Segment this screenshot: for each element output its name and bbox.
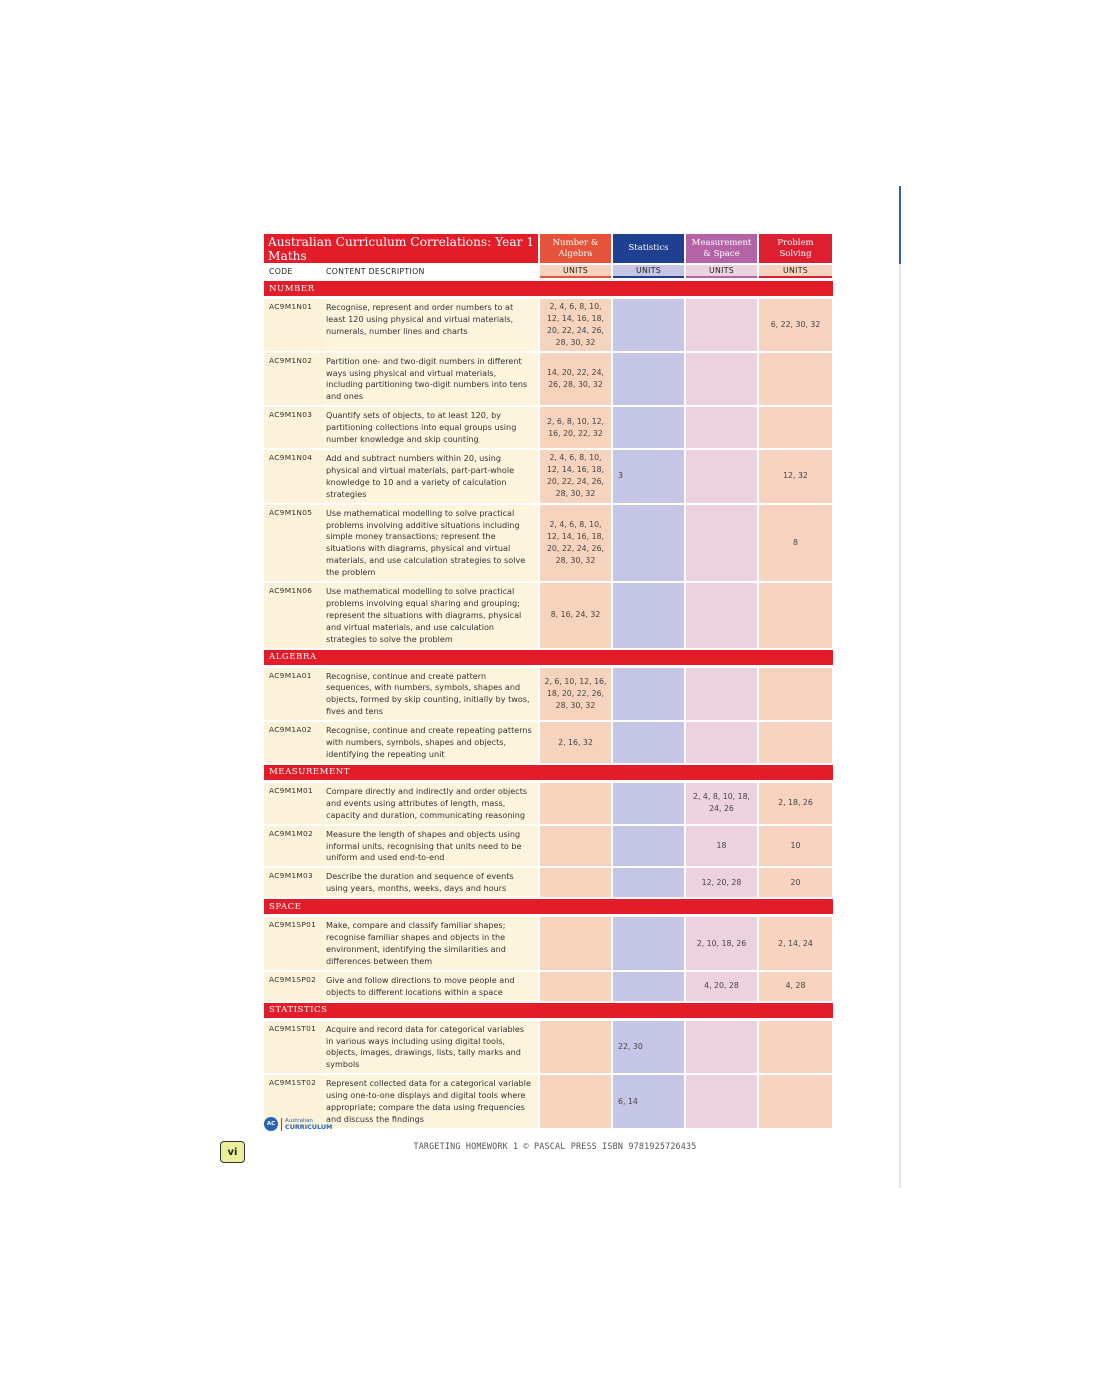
units-problem-solving: 6, 22, 30, 32 <box>759 299 832 351</box>
content-description: Describe the duration and sequence of events using years, months, weeks, days and hours <box>323 868 538 897</box>
content-code: AC9M1M03 <box>264 868 323 897</box>
table-row <box>264 868 833 897</box>
logo-line-2: CURRICULUM <box>285 1123 333 1131</box>
units-number-algebra: 8, 16, 24, 32 <box>540 583 611 648</box>
footer-text: TARGETING HOMEWORK 1 © PASCAL PRESS ISBN 9781925726435 <box>413 1141 697 1151</box>
units-problem-solving <box>759 668 832 721</box>
content-code: AC9M1SP02 <box>264 972 323 1001</box>
units-statistics <box>613 868 684 897</box>
units-number-algebra <box>540 868 611 897</box>
table-row <box>264 917 833 970</box>
units-number-algebra <box>540 783 611 824</box>
units-number-algebra: 2, 4, 6, 8, 10, 12, 14, 16, 18, 20, 22, 24, 26, 28, 30, 32 <box>540 505 611 581</box>
content-code: AC9M1M01 <box>264 783 323 824</box>
table-title-row <box>264 234 833 263</box>
content-code: AC9M1N02 <box>264 353 323 406</box>
units-statistics <box>613 505 684 581</box>
logo-text <box>285 1118 332 1130</box>
units-problem-solving: 2, 18, 26 <box>759 783 832 824</box>
units-measurement-space: 4, 20, 28 <box>686 972 757 1001</box>
units-number-algebra <box>540 826 611 867</box>
units-number-algebra <box>540 917 611 970</box>
units-statistics <box>613 353 684 406</box>
units-measurement-space: 12, 20, 28 <box>686 868 757 897</box>
units-statistics: 3 <box>613 450 684 503</box>
content-code: AC9M1N06 <box>264 583 323 648</box>
content-description: Recognise, continue and create repeating patterns with numbers, symbols, shapes and objects, identifying the repeating unit <box>323 722 538 763</box>
correlations-table <box>264 234 833 1131</box>
content-description: Make, compare and classify familiar shapes; recognise familiar shapes and objects in the environment, identifying the similarities and differences between them <box>323 917 538 970</box>
units-problem-solving: 2, 14, 24 <box>759 917 832 970</box>
units-number-algebra: 2, 6, 10, 12, 16, 18, 20, 22, 26, 28, 30, 32 <box>540 668 611 721</box>
content-code: AC9M1ST01 <box>264 1021 323 1074</box>
strand-header-measurement-space: Measurement & Space <box>686 234 757 263</box>
units-statistics <box>613 722 684 763</box>
units-number-algebra: 2, 4, 6, 8, 10, 12, 14, 16, 18, 20, 22, 24, 26, 28, 30, 32 <box>540 450 611 503</box>
section-header-measurement: MEASUREMENT <box>264 765 833 780</box>
content-code: AC9M1M02 <box>264 826 323 867</box>
units-problem-solving <box>759 353 832 406</box>
units-problem-solving: 12, 32 <box>759 450 832 503</box>
content-description: Recognise, represent and order numbers to at least 120 using physical and virtual materials, numerals, number lines and charts <box>323 299 538 351</box>
content-description: Represent collected data for a categorical variable using one-to-one displays and digital tools where appropriate; compare the data using frequencies and discuss the findings <box>323 1075 538 1128</box>
table-row <box>264 1075 833 1131</box>
units-measurement-space: 18 <box>686 826 757 867</box>
table-title: Australian Curriculum Correlations: Year 1 Maths <box>264 234 538 263</box>
table-row <box>264 505 833 581</box>
table-row <box>264 299 833 351</box>
units-problem-solving: 20 <box>759 868 832 897</box>
units-statistics <box>613 407 684 448</box>
page-number: vi <box>220 1141 245 1163</box>
units-header-number-algebra: UNITS <box>540 265 611 278</box>
units-statistics <box>613 668 684 721</box>
units-measurement-space <box>686 1021 757 1074</box>
content-column-header: CONTENT DESCRIPTION <box>326 267 425 276</box>
column-header-row <box>264 265 833 278</box>
section-header-space: SPACE <box>264 899 833 914</box>
units-measurement-space <box>686 583 757 648</box>
units-statistics <box>613 783 684 824</box>
content-description: Acquire and record data for categorical variables in various ways including using digital tools, objects, images, drawings, lists, tally marks and symbols <box>323 1021 538 1074</box>
units-problem-solving: 8 <box>759 505 832 581</box>
table-row <box>264 407 833 448</box>
logo-line-1: Australian <box>285 1118 313 1124</box>
content-code: AC9M1A02 <box>264 722 323 763</box>
units-number-algebra: 2, 4, 6, 8, 10, 12, 14, 16, 18, 20, 22, 24, 26, 28, 30, 32 <box>540 299 611 351</box>
table-body <box>264 281 833 1131</box>
units-problem-solving <box>759 583 832 648</box>
units-problem-solving: 10 <box>759 826 832 867</box>
content-description: Partition one- and two-digit numbers in different ways using physical and virtual materials, including partitioning two-digit numbers into tens and ones <box>323 353 538 406</box>
content-description: Quantify sets of objects, to at least 120, by partitioning collections into equal groups using number knowledge and skip counting <box>323 407 538 448</box>
units-statistics <box>613 972 684 1001</box>
units-problem-solving <box>759 1075 832 1128</box>
content-description: Use mathematical modelling to solve practical problems involving additive situations including simple money transactions; represent the situations with diagrams, physical and virtual materials, and use calculation strategies to solve the problem <box>323 505 538 581</box>
units-problem-solving <box>759 1021 832 1074</box>
content-code: AC9M1N05 <box>264 505 323 581</box>
strand-header-statistics: Statistics <box>613 234 684 263</box>
content-description: Measure the length of shapes and objects using informal units, recognising that units need to be uniform and used end-to-end <box>323 826 538 867</box>
units-measurement-space <box>686 668 757 721</box>
units-statistics <box>613 583 684 648</box>
table-row <box>264 722 833 763</box>
units-number-algebra <box>540 1075 611 1128</box>
content-code: AC9M1N04 <box>264 450 323 503</box>
units-problem-solving <box>759 722 832 763</box>
units-header-statistics: UNITS <box>613 265 684 278</box>
units-number-algebra <box>540 1021 611 1074</box>
content-code: AC9M1A01 <box>264 668 323 721</box>
logo-divider <box>281 1118 282 1131</box>
content-description: Use mathematical modelling to solve practical problems involving equal sharing and grouping; represent the situations with diagrams, physical and virtual materials, and use calculation strategies to solve the problem <box>323 583 538 648</box>
section-header-statistics: STATISTICS <box>264 1003 833 1018</box>
content-code: AC9M1N01 <box>264 299 323 351</box>
section-header-number: NUMBER <box>264 281 833 296</box>
units-measurement-space <box>686 1075 757 1128</box>
content-description: Recognise, continue and create pattern sequences, with numbers, symbols, shapes and objects, formed by skip counting, initially by twos, fives and tens <box>323 668 538 721</box>
units-number-algebra: 2, 16, 32 <box>540 722 611 763</box>
units-header-problem-solving: UNITS <box>759 265 832 278</box>
units-statistics: 22, 30 <box>613 1021 684 1074</box>
units-problem-solving: 4, 28 <box>759 972 832 1001</box>
code-column-header: CODE <box>269 267 293 276</box>
units-measurement-space: 2, 10, 18, 26 <box>686 917 757 970</box>
ac-logo-mark: AC <box>264 1117 278 1131</box>
table-row <box>264 583 833 648</box>
units-statistics <box>613 826 684 867</box>
strand-header-number-algebra: Number & Algebra <box>540 234 611 263</box>
units-statistics <box>613 299 684 351</box>
units-header-measurement-space: UNITS <box>686 265 757 278</box>
table-row <box>264 353 833 406</box>
strand-header-problem-solving: Problem Solving <box>759 234 832 263</box>
content-description: Compare directly and indirectly and order objects and events using attributes of length, mass, capacity and duration, communicating reasoning <box>323 783 538 824</box>
units-measurement-space <box>686 407 757 448</box>
units-measurement-space: 2, 4, 8, 10, 18, 24, 26 <box>686 783 757 824</box>
units-measurement-space <box>686 353 757 406</box>
units-statistics: 6, 14 <box>613 1075 684 1128</box>
page-edge-accent <box>899 186 901 264</box>
units-measurement-space <box>686 450 757 503</box>
units-problem-solving <box>759 407 832 448</box>
table-row <box>264 668 833 721</box>
content-code: AC9M1ST02 <box>264 1075 323 1128</box>
section-header-algebra: ALGEBRA <box>264 650 833 665</box>
units-statistics <box>613 917 684 970</box>
units-measurement-space <box>686 299 757 351</box>
table-row <box>264 450 833 503</box>
units-number-algebra <box>540 972 611 1001</box>
table-row <box>264 972 833 1001</box>
units-measurement-space <box>686 722 757 763</box>
content-code: AC9M1N03 <box>264 407 323 448</box>
table-row <box>264 783 833 824</box>
table-row <box>264 1021 833 1074</box>
page-edge-line <box>899 186 901 1188</box>
units-number-algebra: 2, 6, 8, 10, 12, 16, 20, 22, 32 <box>540 407 611 448</box>
content-code: AC9M1SP01 <box>264 917 323 970</box>
content-description: Give and follow directions to move people and objects to different locations within a space <box>323 972 538 1001</box>
content-description: Add and subtract numbers within 20, using physical and virtual materials, part-part-whole knowledge to 10 and a variety of calculation strategies <box>323 450 538 503</box>
australian-curriculum-logo <box>264 1117 332 1131</box>
table-row <box>264 826 833 867</box>
units-number-algebra: 14, 20, 22, 24, 26, 28, 30, 32 <box>540 353 611 406</box>
units-measurement-space <box>686 505 757 581</box>
